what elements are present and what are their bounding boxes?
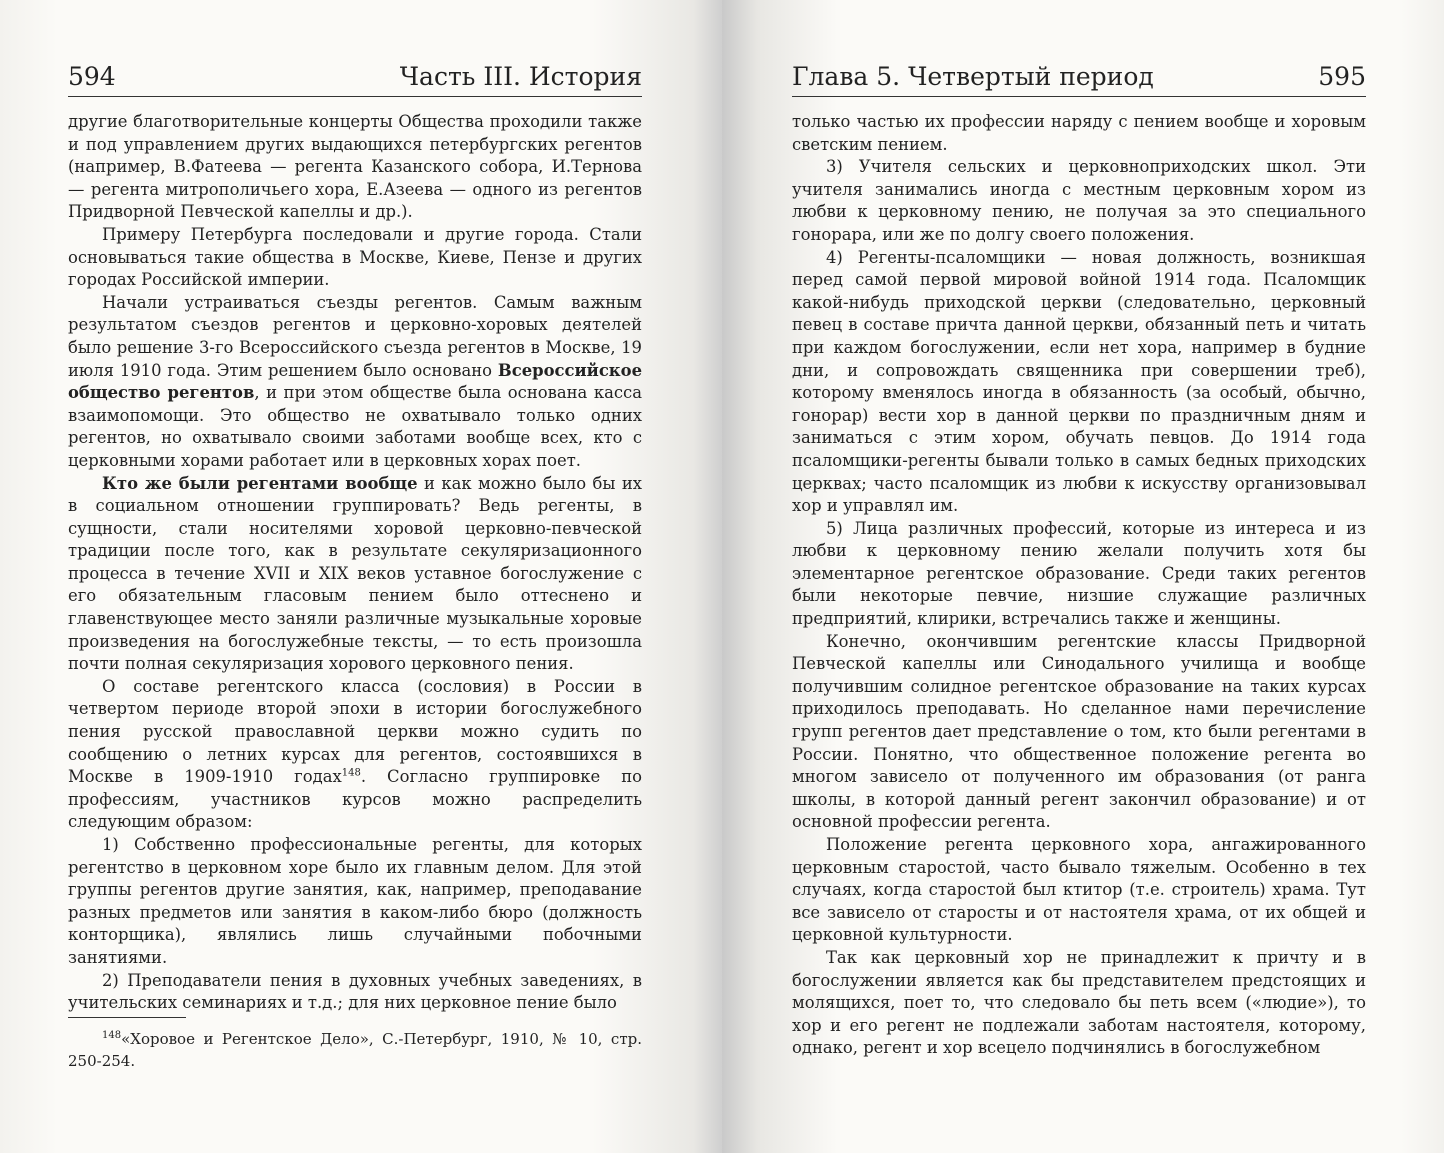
paragraph: 3) Учителя сельских и церковноприходских школ. Эти учителя занимались иногда с местным церковным хором из любви к церковному пению, не получая за это специального гонорара, или же по долгу своего положения. — [792, 157, 1366, 244]
paragraph: Положение регента церковного хора, ангажированного церковным старостой, часто бывало тяжелым. Особенно в тех случаях, когда старостой был ктитор (т.е. строитель) храма. Тут все зависело от старосты и от настоятеля храма, от их общей и церковной культурности. — [792, 835, 1366, 945]
left-page-header — [68, 60, 642, 97]
footnote-ref: 148 — [341, 767, 361, 779]
running-title: Глава 5. Четвертый период — [792, 62, 1154, 91]
footnote-divider — [68, 1017, 186, 1018]
paragraph: Кто же были регентами вообще и как можно было бы их в социальном отношении группировать? Ведь регенты, в сущности, стали носителями хоровой церковно-певческой традиции после того, как в результате секуляризационного процесса в течение XVII и XIX веков уставное богослужение с его обязательным гласовым пением было оттеснено и главенствующее место заняли различные музыкальные хоровые произведения на богослужебные тексты, — то есть произошла почти полная секуляризация хорового церковного пения. — [68, 473, 642, 674]
page-number: 595 — [1318, 62, 1366, 91]
footnote-mark: 148 — [102, 1030, 122, 1041]
paragraph: Начали устраиваться съезды регентов. Самым важным результатом съездов регентов и церковно-хоровых деятелей было решение 3-го Всероссийского съезда регентов в Москве, 19 июля 1910 года. Этим решением было основано Всероссийское общество регентов, и при этом обществе была основана касса взаимопомощи. Это общество не охватывало только одних регентов, но охватывало своими заботами вообще всех, кто с церковными хорами работает или в церковных хорах поет. — [68, 292, 642, 470]
paragraph: 1) Собственно профессиональные регенты, для которых регентство в церковном хоре было их главным делом. Для этой группы регентов другие занятия, как, например, преподавание разных предметов или занятия в каком-либо бюро (должность конторщика), являлись лишь случайными побочными занятиями. — [68, 835, 642, 967]
paragraph: Конечно, окончившим регентские классы Придворной Певческой капеллы или Синодального училища и вообще получившим солидное регентское образование на таких курсах приходилось преподавать. Но сделанное нами перечисление групп регентов дает представление о том, кто были регентами в России. Понятно, что общественное положение регента во многом зависело от полученного им образования (от ранга школы, в которой данный регент закончил образование) и от основной профессии регента. — [792, 631, 1366, 832]
bold-term: Кто же были регентами вообще — [102, 473, 418, 493]
right-page — [722, 0, 1444, 1153]
paragraph: 2) Преподаватели пения в духовных учебных заведениях, в учительских семинариях и т.д.; для них церковное пение было — [68, 970, 642, 1013]
bold-term: Всероссийское общество регентов — [68, 360, 642, 403]
footnote: $^{148}$«Хоровое и Регентское Дело», С.-Петербург, 1910, № 10, стр. 250-254. — [68, 1030, 642, 1070]
right-page-header — [792, 60, 1366, 97]
paragraph: другие благотворительные концерты Общества проходили также и под управлением других выдающихся петербургских регентов (например, В.Фатеева — регента Казанского собора, И.Тернова — регента митрополичьего хора, Е.Азеева — одного из регентов Придворной Певческой капеллы и др.). — [68, 112, 642, 222]
left-page-body — [68, 111, 642, 1015]
paragraph: О составе регентского класса (сословия) в России в четвертом периоде второй эпохи в истории богослужебного пения русской православной церкви можно судить по сообщению о летних курсах для регентов, состоявшихся в Москве в 1909-1910 годах$^{148}$. Согласно группировке по профессиям, участников курсов можно распределить следующим образом: — [68, 676, 642, 832]
paragraph: только частью их профессии наряду с пением вообще и хоровым светским пением. — [792, 112, 1366, 154]
running-title: Часть III. История — [399, 62, 642, 91]
right-page-body — [792, 111, 1366, 1060]
paragraph: Примеру Петербурга последовали и другие города. Стали основываться такие общества в Москве, Киеве, Пензе и других городах Российской империи. — [68, 224, 642, 290]
page-number: 594 — [68, 62, 116, 91]
paragraph: 5) Лица различных профессий, которые из интереса и из любви к церковному пению желали получить хотя бы элементарное регентское образование. Среди таких регентов были некоторые певчие, низшие служащие различных предприятий, клирики, встречались также и женщины. — [792, 518, 1366, 629]
paragraph: Так как церковный хор не принадлежит к причту и в богослужении является как бы представителем предстоящих и молящихся, поет то, что следовало бы петь всем («людие»), то хор и его регент не подлежали заботам настоятеля, которому, однако, регент и хор всецело подчинялись в богослужебном — [792, 947, 1366, 1058]
paragraph: 4) Регенты-псаломщики — новая должность, возникшая перед самой первой мировой войной 1914 года. Псаломщик какой-нибудь приходской церкви (следовательно, церковный певец в составе причта данной церкви, обязанный петь и читать при каждом богослужении, если нет хора, например в будние дни, и сопровождать священника при совершении треб), которому вменялось иногда в обязанность (за особый, обычно, гонорар) вести хор в данной церкви по праздничным дням и заниматься с этим хором, обучать певцов. До 1914 года псаломщики-регенты бывали только в самых бедных приходских церквах; часто псаломщик из любви к искусству организовывал хор и управлял им. — [792, 247, 1366, 516]
